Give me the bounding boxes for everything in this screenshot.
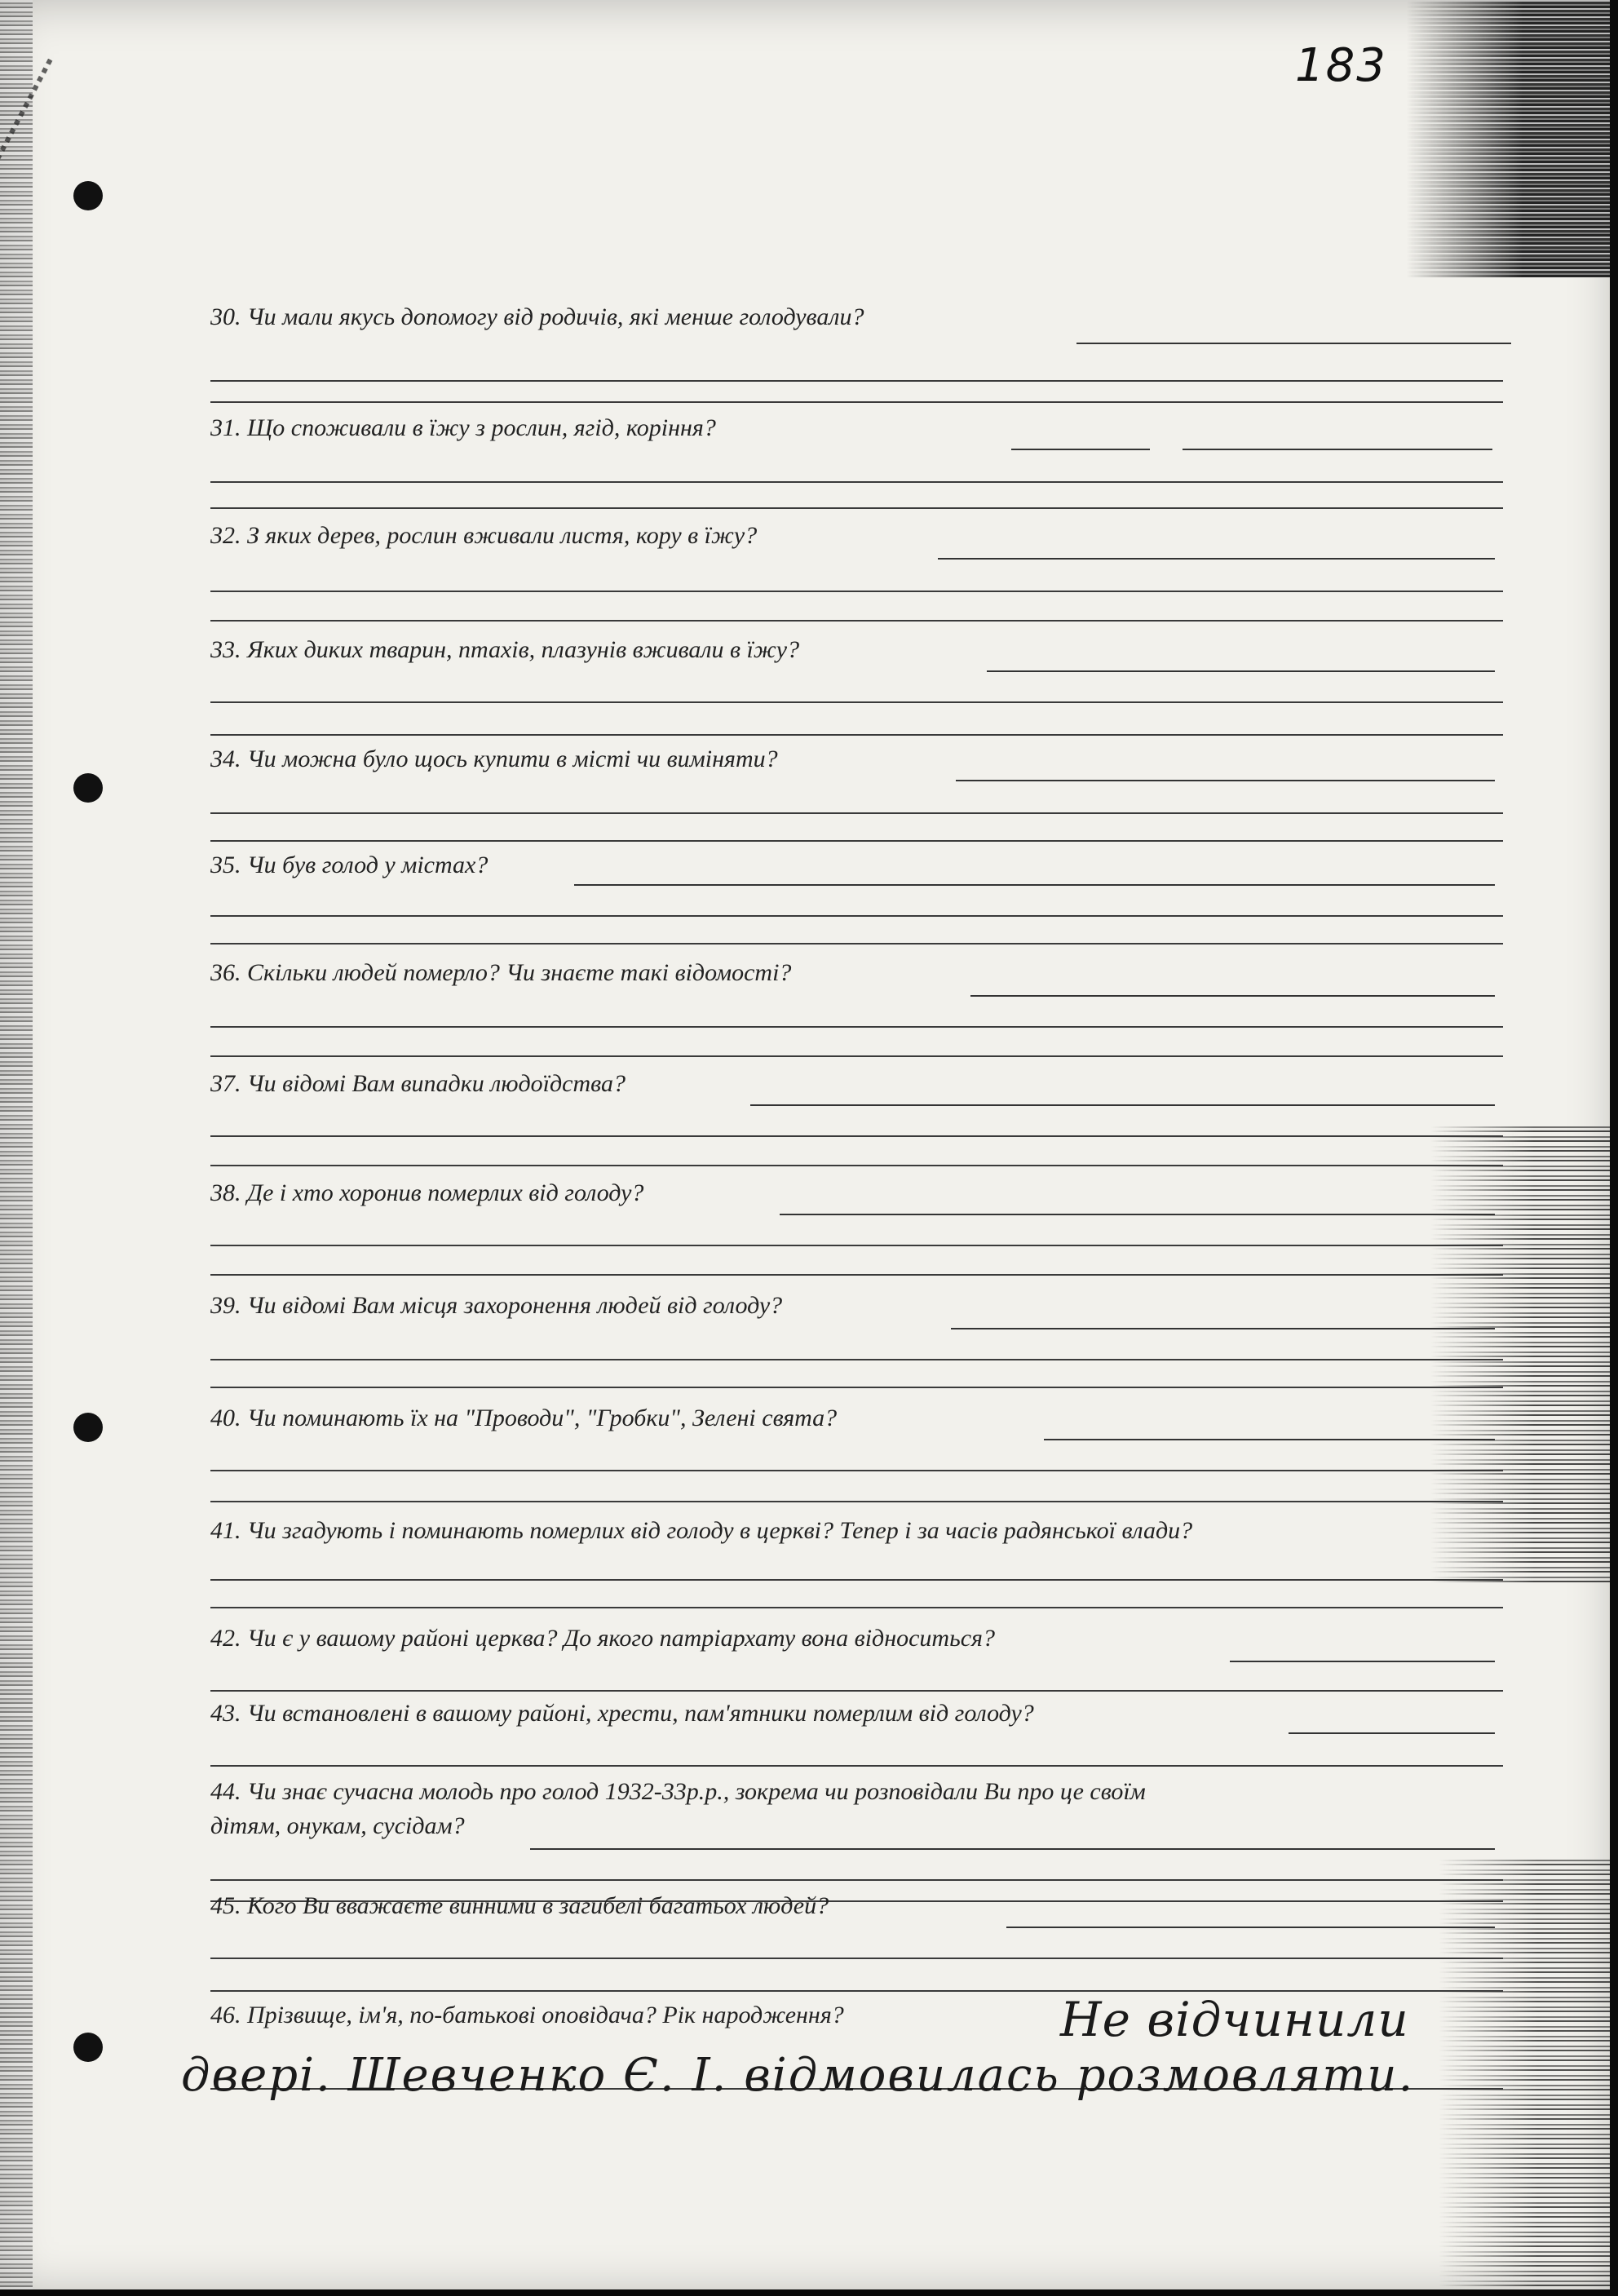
- question-44: [210, 1778, 1146, 1806]
- answer-line: [210, 1359, 1503, 1360]
- answer-line: [210, 380, 1503, 382]
- question-46: [210, 2002, 844, 2029]
- question-text: Кого Ви вважаєте винними в загибелі багатьох людей?: [247, 1892, 829, 1919]
- answer-line: [210, 1055, 1503, 1057]
- answer-line: [1230, 1661, 1495, 1662]
- answer-line: [210, 1690, 1503, 1692]
- answer-line: [1011, 449, 1150, 450]
- answer-line: [1006, 1927, 1495, 1928]
- answer-line: [750, 1104, 1495, 1106]
- question-37: [210, 1070, 626, 1098]
- question-text: Прізвище, ім'я, по-батькові оповідача? Рік народження?: [247, 2002, 844, 2028]
- answer-line: [210, 591, 1503, 592]
- question-text: Чи знає сучасна молодь про голод 1932-33р.р., зокрема чи розповідали Ви про це своїм: [247, 1778, 1146, 1805]
- answer-line: [210, 1501, 1503, 1502]
- answer-line: [210, 1765, 1503, 1767]
- question-40: [210, 1405, 837, 1432]
- question-35: [210, 852, 488, 879]
- question-text: дітям, онукам, сусідам?: [210, 1812, 465, 1839]
- answer-line: [210, 943, 1503, 945]
- answer-line: [210, 1026, 1503, 1028]
- answer-line: [210, 1387, 1503, 1388]
- question-number: 46.: [210, 2002, 241, 2028]
- question-text: Яких диких тварин, птахів, плазунів вживали в їжу?: [247, 636, 800, 663]
- answer-line: [970, 995, 1495, 997]
- question-32: [210, 522, 757, 550]
- question-text: Чи відомі Вам місця захоронення людей від голоду?: [247, 1292, 783, 1319]
- question-38: [210, 1179, 643, 1207]
- question-30: [210, 303, 864, 331]
- question-39: [210, 1292, 782, 1320]
- answer-line: [574, 884, 1495, 886]
- answer-line: [210, 507, 1503, 509]
- answer-line: [210, 1470, 1503, 1471]
- question-41: [210, 1517, 1192, 1545]
- question-number: 30.: [210, 303, 241, 330]
- answer-line: [1183, 449, 1492, 450]
- answer-line: [1076, 343, 1511, 344]
- question-text: Що споживали в їжу з рослин, ягід, коріння?: [247, 414, 716, 441]
- handwritten-answer: Не відчинили: [1060, 1992, 1409, 2047]
- question-number: 34.: [210, 745, 241, 772]
- answer-line: [210, 1135, 1503, 1137]
- answer-line: [951, 1328, 1495, 1329]
- question-text: Де і хто хоронив померлих від голоду?: [247, 1179, 644, 1206]
- question-text: Чи встановлені в вашому районі, хрести, пам'ятники померлим від голоду?: [247, 1700, 1034, 1727]
- question-number: 42.: [210, 1625, 241, 1652]
- answer-line: [210, 401, 1503, 403]
- answer-line: [210, 620, 1503, 622]
- answer-line: [210, 734, 1503, 736]
- answer-line: [210, 1607, 1503, 1608]
- question-43: [210, 1700, 1034, 1728]
- question-text: Чи був голод у містах?: [247, 852, 488, 878]
- question-44-continued: [210, 1812, 465, 1840]
- question-number: 43.: [210, 1700, 241, 1727]
- answer-line: [938, 558, 1495, 560]
- question-text: Чи мали якусь допомогу від родичів, які менше голодували?: [247, 303, 864, 330]
- answer-line: [1289, 1732, 1495, 1734]
- answer-line: [210, 1165, 1503, 1166]
- answer-line: [210, 840, 1503, 842]
- question-number: 39.: [210, 1292, 241, 1319]
- question-number: 35.: [210, 852, 241, 878]
- question-number: 38.: [210, 1179, 241, 1206]
- answer-line: [210, 701, 1503, 703]
- answer-line: [956, 780, 1495, 781]
- answer-line: [210, 812, 1503, 814]
- answer-line: [210, 481, 1503, 483]
- question-31: [210, 414, 716, 442]
- question-text: Скільки людей померло? Чи знаєте такі відомості?: [247, 959, 792, 986]
- question-text: Чи можна було щось купити в місті чи виміняти?: [247, 745, 778, 772]
- question-number: 44.: [210, 1778, 241, 1805]
- question-45: [210, 1892, 829, 1920]
- question-text: Чи згадують і поминають померлих від голоду в церкві? Тепер і за часів радянської влади?: [247, 1517, 1193, 1544]
- answer-line: [987, 670, 1495, 672]
- answer-line: [210, 1245, 1503, 1246]
- answer-line: [530, 1848, 1495, 1850]
- question-number: 32.: [210, 522, 241, 549]
- question-number: 36.: [210, 959, 241, 986]
- question-34: [210, 745, 778, 773]
- question-text: Чи поминають їх на "Проводи", "Гробки", Зелені свята?: [247, 1405, 838, 1431]
- question-33: [210, 636, 799, 664]
- question-number: 33.: [210, 636, 241, 663]
- answer-line: [1044, 1439, 1495, 1440]
- answer-line: [210, 1274, 1503, 1276]
- question-text: Чи відомі Вам випадки людоїдства?: [247, 1070, 626, 1097]
- question-36: [210, 959, 791, 987]
- question-text: Чи є у вашому районі церква? До якого патріархату вона відноситься?: [247, 1625, 995, 1652]
- question-number: 31.: [210, 414, 241, 441]
- question-text: З яких дерев, рослин вживали листя, кору в їжу?: [247, 522, 758, 549]
- answer-line: [210, 1879, 1503, 1881]
- answer-line: [210, 915, 1503, 917]
- answer-line: [210, 1579, 1503, 1581]
- question-number: 37.: [210, 1070, 241, 1097]
- question-number: 45.: [210, 1892, 241, 1919]
- handwritten-answer: двері. Шевченко Є. І. відмовилась розмовляти.: [181, 2049, 1415, 2102]
- page-number: 183: [1295, 39, 1387, 92]
- answer-line: [210, 1958, 1503, 1959]
- answer-line: [780, 1214, 1495, 1215]
- question-number: 41.: [210, 1517, 241, 1544]
- question-42: [210, 1625, 995, 1652]
- question-number: 40.: [210, 1405, 241, 1431]
